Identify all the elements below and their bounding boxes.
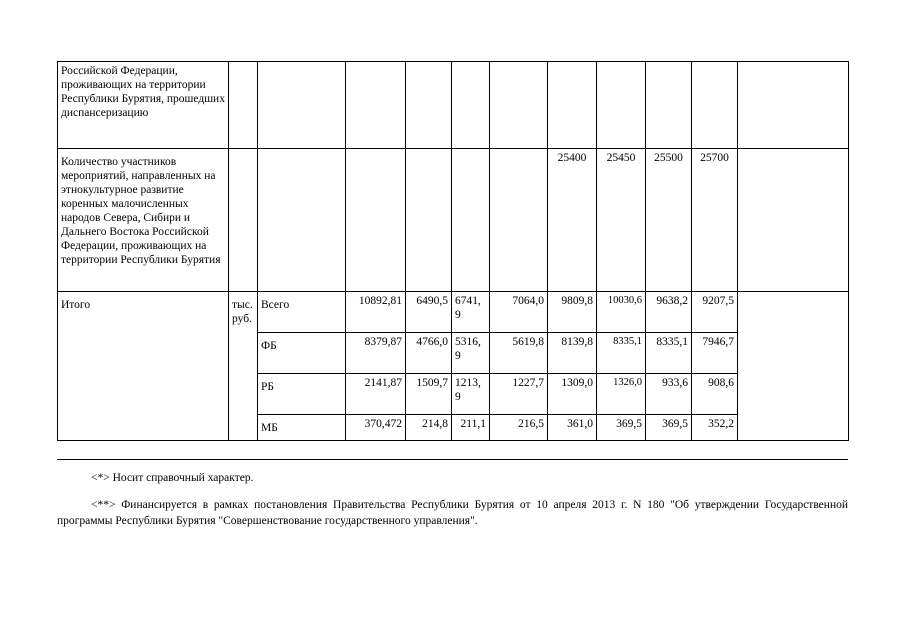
value-cell: 5316, 9 [452,333,490,374]
value-cell: 2141,87 [346,374,406,415]
footnote-1: <*> Носит справочный характер. [91,472,254,484]
value-cell: 1509,7 [406,374,452,415]
value-cell: 1326,0 [597,374,646,415]
indicator-name: Российской Федерации, проживающих на территории Республики Бурятия, прошедших диспансеризацию [58,62,229,149]
indicator-name: Количество участников мероприятий, направленных на этнокультурное развитие коренных малочисленных народов Севера, Сибири и Дальнего Востока Российской Федерации, проживающих на территории Республики Бурятия [58,149,229,292]
value-cell: 25700 [692,149,738,292]
value-cell: 6741, 9 [452,292,490,333]
value-cell: 352,2 [692,415,738,441]
source-label: РБ [258,374,346,415]
value-cell: 7064,0 [490,292,548,333]
table-row [58,292,849,333]
value-cell: 214,8 [406,415,452,441]
value-cell: 370,472 [346,415,406,441]
value-cell: 9809,8 [548,292,597,333]
value-cell: 933,6 [646,374,692,415]
value-cell: 8379,87 [346,333,406,374]
value-cell: 8139,8 [548,333,597,374]
source-label: Всего [258,292,346,333]
value-cell: 6490,5 [406,292,452,333]
value-cell: 25450 [597,149,646,292]
value-cell: 211,1 [452,415,490,441]
value-cell: 5619,8 [490,333,548,374]
unit-label: тыс. руб. [229,292,258,441]
value-cell: 361,0 [548,415,597,441]
value-cell: 7946,7 [692,333,738,374]
value-cell: 369,5 [597,415,646,441]
value-cell: 10030,6 [597,292,646,333]
value-cell: 369,5 [646,415,692,441]
source-label: ФБ [258,333,346,374]
table-row [58,149,849,292]
footnote-2: <**> Финансируется в рамках постановления Правительства Республики Бурятия от 10 апреля 2013 г. N 180 "Об утверждении Государственной программы Республики Бурятия "Совершенствование государственного управления". [57,499,848,527]
total-label: Итого [58,292,229,441]
value-cell: 1227,7 [490,374,548,415]
value-cell: 216,5 [490,415,548,441]
indicators-table [57,61,849,441]
value-cell: 25500 [646,149,692,292]
value-cell: 9638,2 [646,292,692,333]
value-cell: 25400 [548,149,597,292]
value-cell: 908,6 [692,374,738,415]
value-cell: 10892,81 [346,292,406,333]
value-cell: 4766,0 [406,333,452,374]
footnote-divider [57,459,848,460]
value-cell: 9207,5 [692,292,738,333]
source-label: МБ [258,415,346,441]
value-cell: 1213, 9 [452,374,490,415]
value-cell: 8335,1 [646,333,692,374]
value-cell: 8335,1 [597,333,646,374]
value-cell: 1309,0 [548,374,597,415]
table-row [58,62,849,149]
